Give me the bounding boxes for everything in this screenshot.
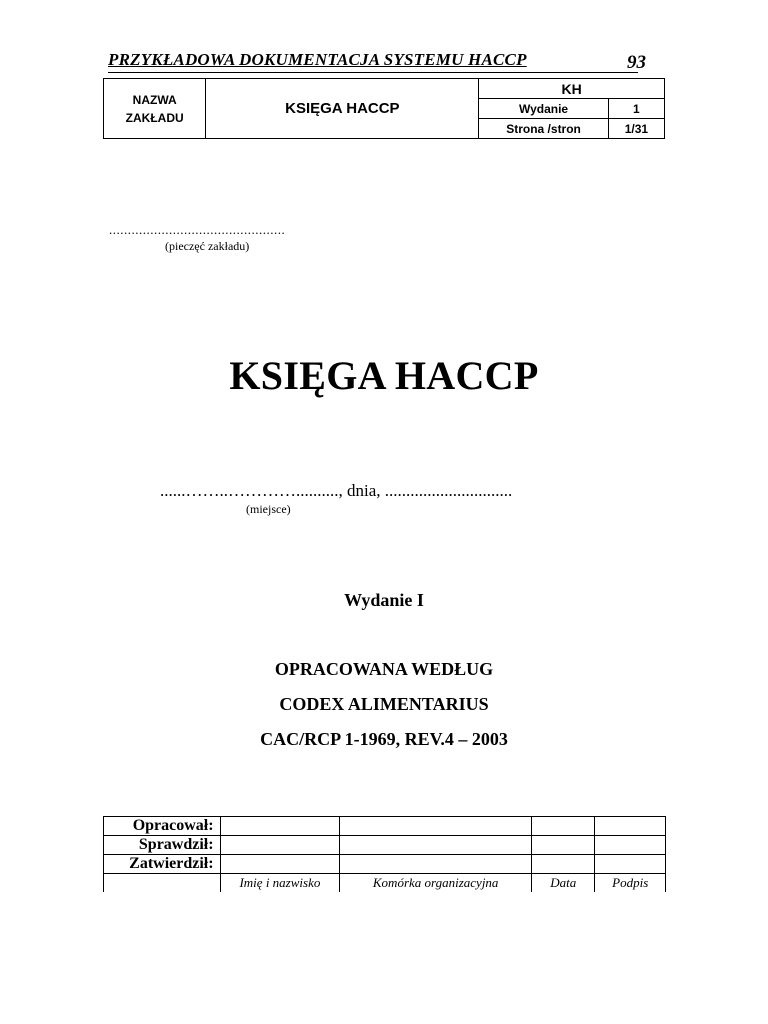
company-name-cell <box>104 79 206 139</box>
name-cell <box>220 836 340 855</box>
edition-value: 1 <box>608 99 664 119</box>
main-title: KSIĘGA HACCP <box>229 353 539 398</box>
page-label: Strona /stron <box>479 119 608 139</box>
column-label-date: Data <box>532 874 595 893</box>
role-prepared: Opracował: <box>104 817 221 836</box>
standard-line-1: OPRACOWANA WEDŁUG <box>274 659 494 679</box>
standard-line-2: CODEX ALIMENTARIUS <box>279 694 489 714</box>
approval-row <box>104 836 666 855</box>
role-approved: Zatwierdził: <box>104 855 221 874</box>
stamp-placeholder-line: ............................................... <box>109 222 286 237</box>
unit-cell <box>340 836 532 855</box>
column-label-signature: Podpis <box>595 874 666 893</box>
unit-cell <box>340 855 532 874</box>
place-date-line: ......……..………….........., dnia, .............................. <box>160 481 513 500</box>
edition-heading: Wydanie I <box>344 590 424 610</box>
signature-cell <box>595 836 666 855</box>
date-cell <box>532 817 595 836</box>
page-value: 1/31 <box>608 119 664 139</box>
company-label-line1: NAZWA <box>132 92 177 107</box>
column-labels-row <box>104 874 666 893</box>
name-cell <box>220 855 340 874</box>
column-label-name: Imię i nazwisko <box>220 874 340 893</box>
standard-line-3: CAC/RCP 1-1969, REV.4 – 2003 <box>260 729 508 749</box>
approval-row <box>104 855 666 874</box>
document-header-table <box>103 78 665 139</box>
standard-block <box>0 652 768 757</box>
stamp-label: (pieczęć zakładu) <box>165 239 250 253</box>
header-title: PRZYKŁADOWA DOKUMENTACJA SYSTEMU HACCP <box>108 50 527 69</box>
role-checked: Sprawdził: <box>104 836 221 855</box>
page-header <box>108 50 646 73</box>
page-number: 93 <box>627 52 646 73</box>
place-label: (miejsce) <box>246 502 291 516</box>
date-cell <box>532 836 595 855</box>
signature-cell <box>595 855 666 874</box>
approval-row <box>104 817 666 836</box>
signature-cell <box>595 817 666 836</box>
document-code: KH <box>479 79 665 99</box>
approval-table <box>103 816 666 892</box>
document-title-cell: KSIĘGA HACCP <box>206 79 479 139</box>
name-cell <box>220 817 340 836</box>
company-label-line2: ZAKŁADU <box>125 110 184 125</box>
empty-corner-cell <box>104 874 221 893</box>
date-cell <box>532 855 595 874</box>
unit-cell <box>340 817 532 836</box>
edition-label: Wydanie <box>479 99 608 119</box>
column-label-unit: Komórka organizacyjna <box>340 874 532 893</box>
